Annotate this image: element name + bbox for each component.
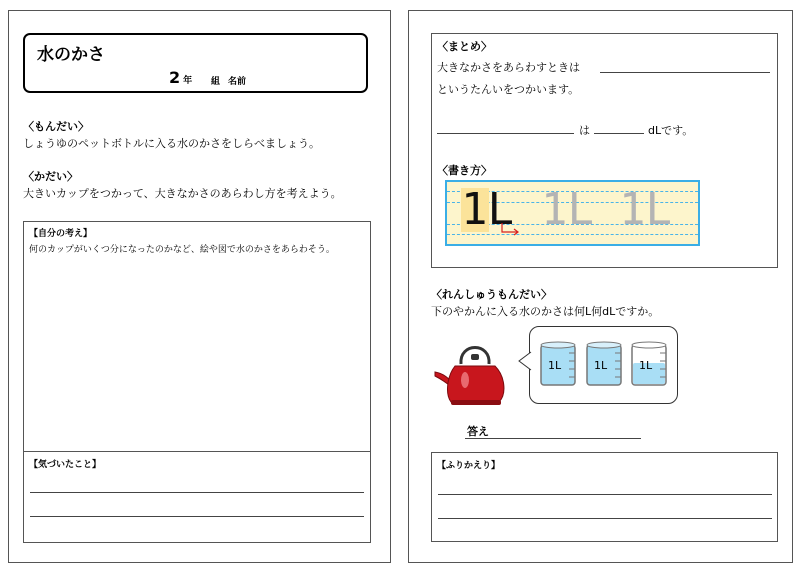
- noticed-label: 【気づいたこと】: [29, 460, 102, 470]
- bubble-tail: [518, 351, 532, 371]
- model-letter: 1L: [461, 184, 514, 235]
- trace-letter-2[interactable]: 1L: [619, 184, 672, 235]
- writing-line[interactable]: [30, 516, 364, 517]
- writing-practice-guide[interactable]: [445, 180, 700, 246]
- writing-line[interactable]: [438, 494, 772, 495]
- kettle-illustration: [433, 336, 517, 408]
- name-label: 名前: [228, 77, 247, 87]
- grade-unit: 年: [183, 76, 193, 86]
- summary-line-2: というたんいをつかいます。: [437, 83, 580, 96]
- cup-3: [629, 341, 669, 391]
- trace-letter-1[interactable]: 1L: [541, 184, 594, 235]
- own-thoughts-label: 【自分の考え】: [29, 229, 93, 239]
- practice-text: 下のやかんに入る水のかさは何L何dLですか。: [431, 305, 660, 318]
- class-label: 組: [211, 77, 221, 87]
- answer-line[interactable]: [465, 438, 641, 439]
- practice-heading: 〈れんしゅうもんだい〉: [431, 288, 552, 301]
- writing-line[interactable]: [30, 492, 364, 493]
- section-divider: [24, 451, 370, 452]
- grade-field: [169, 68, 192, 87]
- unit-answer-line[interactable]: [600, 72, 770, 73]
- title-box: [23, 33, 368, 93]
- problem-text: しょうゆのペットボトルに入る水のかさをしらべましょう。: [23, 137, 320, 150]
- answer-label: 答え: [467, 425, 489, 438]
- grade-number: 2: [169, 68, 181, 87]
- dl-answer-line[interactable]: [594, 133, 644, 134]
- writing-line[interactable]: [438, 518, 772, 519]
- summary-unit: dLです。: [648, 124, 694, 137]
- reflection-box[interactable]: [431, 452, 778, 542]
- cups-speech-bubble: [529, 326, 678, 404]
- right-worksheet-page: [408, 10, 793, 563]
- cup-label: 1L: [548, 359, 562, 372]
- amount-answer-line[interactable]: [437, 133, 574, 134]
- reflection-label: 【ふりかえり】: [437, 461, 501, 471]
- page-title: 水のかさ: [37, 45, 105, 65]
- stroke-order-arrow-icon: [499, 222, 523, 236]
- task-heading: 〈かだい〉: [23, 170, 78, 183]
- task-text: 大きいカップをつかって、大きなかさのあらわし方を考えよう。: [23, 187, 342, 200]
- cup-label: 1L: [639, 359, 653, 372]
- summary-ha: は: [579, 124, 590, 137]
- summary-line-1: 大きなかさをあらわすときは: [437, 61, 580, 74]
- left-worksheet-page: [8, 10, 391, 563]
- cup-1: [538, 341, 578, 391]
- summary-heading: 〈まとめ〉: [437, 40, 492, 53]
- writing-heading: 〈書き方〉: [437, 164, 492, 177]
- own-thoughts-instruction: 何のカップがいくつ分になったのかなど、絵や図で水のかさをあらわそう。: [29, 245, 335, 255]
- problem-heading: 〈もんだい〉: [23, 120, 89, 133]
- cup-2: [584, 341, 624, 391]
- cup-label: 1L: [594, 359, 608, 372]
- own-thoughts-box[interactable]: [23, 221, 371, 543]
